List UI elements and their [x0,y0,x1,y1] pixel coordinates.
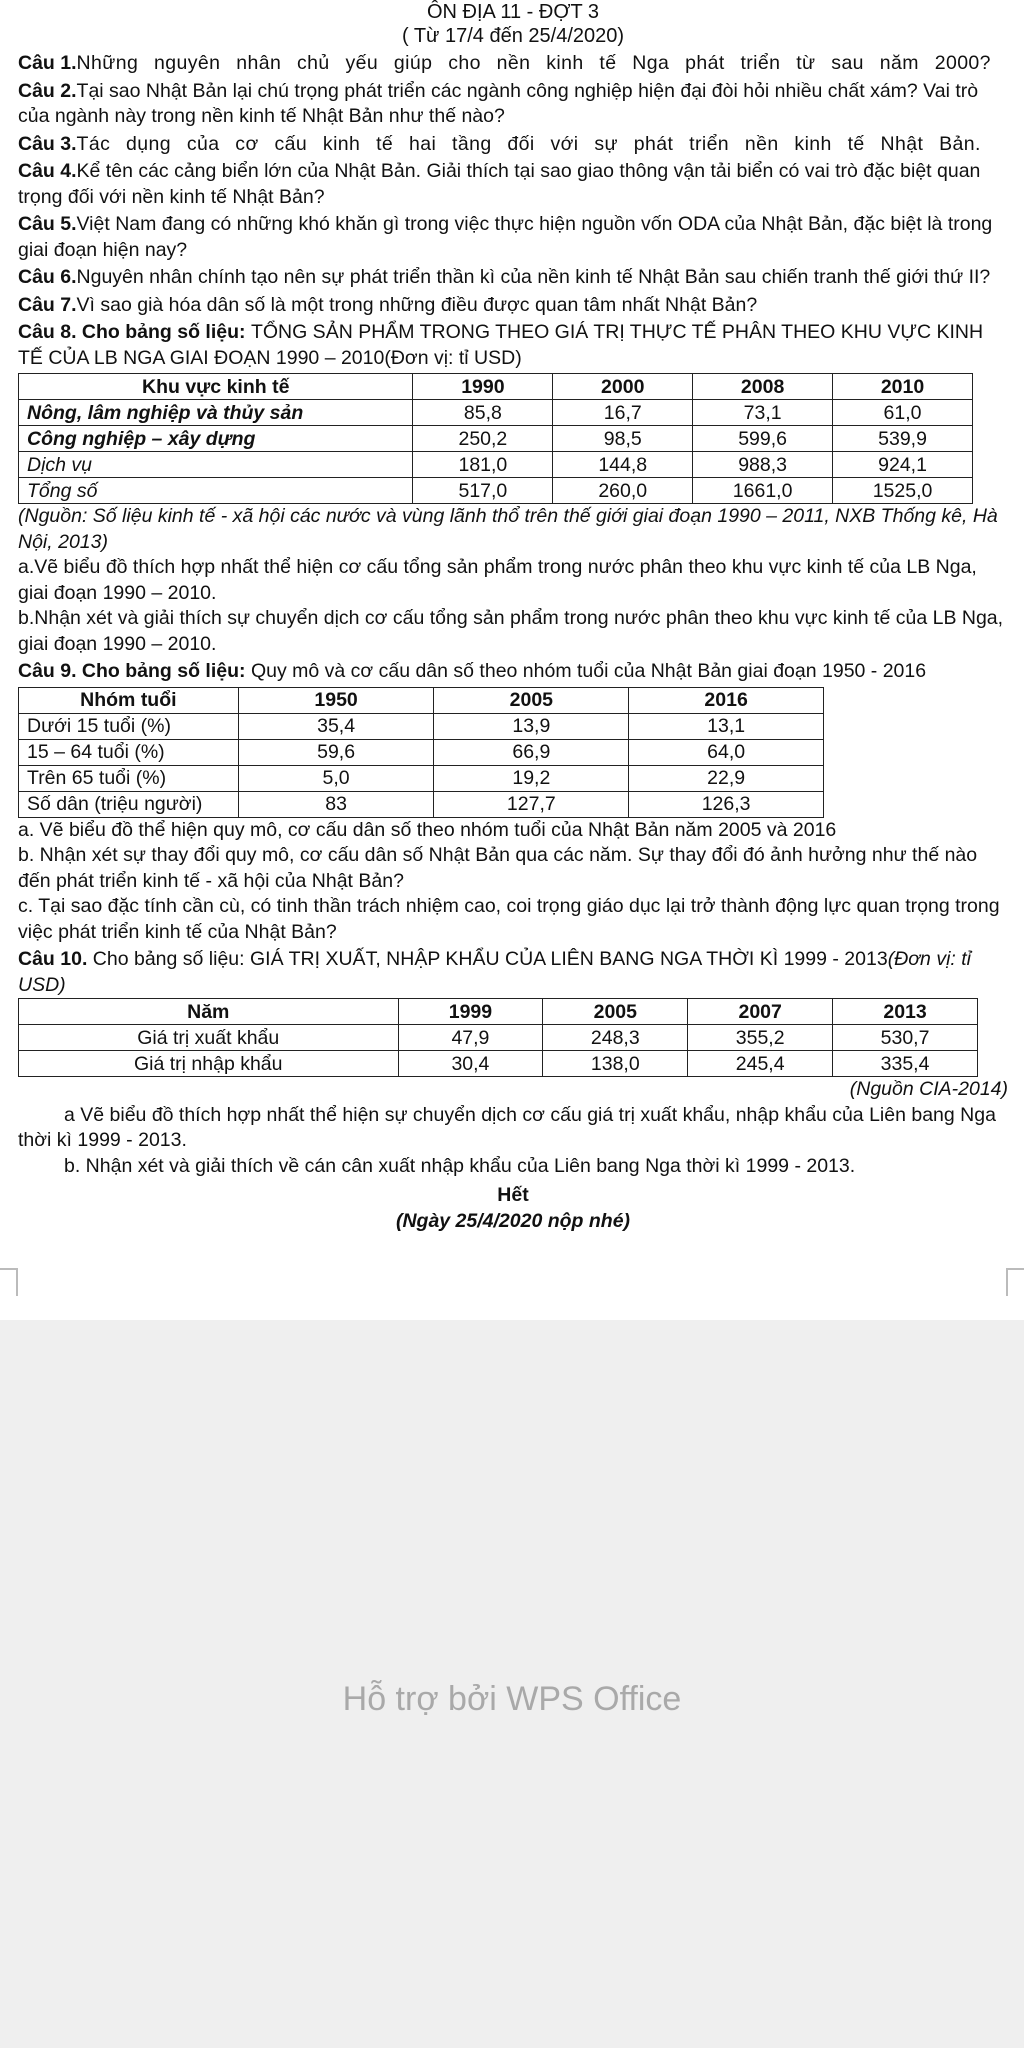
table-row: Công nghiệp – xây dựng 250,2 98,5 599,6 539,9 [19,426,973,452]
deadline-text: (Ngày 25/4/2020 nộp nhé) [395,1209,631,1232]
question-10-heading: Câu 10. Cho bảng số liệu: GIÁ TRỊ XUẤT, NHẬP KHẨU CỦA LIÊN BANG NGA THỜI KÌ 1999 - 2013(Đơn vị: tỉ USD) [18,948,971,996]
question-5: Câu 5.Việt Nam đang có những khó khăn gì trong việc thực hiện nguồn vốn ODA của Nhật Bản, đặc biệt là trong giai đoạn hiện nay? [18,213,993,261]
export-import-table [18,998,978,1077]
page-corner-mark [1006,1268,1024,1296]
table-row: Trên 65 tuổi (%) 5,0 19,2 22,9 [19,765,824,791]
table-row: Nông, lâm nghiệp và thủy sản 85,8 16,7 73,1 61,0 [19,400,973,426]
document-title: ÔN ĐỊA 11 - ĐỢT 3 [426,1,599,23]
end-text: Hết [497,1184,529,1206]
population-age-table [18,687,824,818]
document-page [18,0,1008,1234]
table-row: 15 – 64 tuổi (%) 59,6 66,9 64,0 [19,739,824,765]
table-header-row: Nhóm tuổi 1950 2005 2016 [19,687,824,713]
gdp-sector-table [18,373,973,504]
question-7: Câu 7.Vì sao già hóa dân số là một trong những điều được quan tâm nhất Nhật Bản? [18,293,758,316]
table-header-row: Khu vực kinh tế 1990 2000 2008 2010 [19,374,973,400]
question-8-part-a: a.Vẽ biểu đồ thích hợp nhất thể hiện cơ cấu tổng sản phẩm trong nước phân theo khu vực kinh tế của LB Nga, giai đoạn 1990 – 2010. [18,556,977,604]
table-header-row: Năm 1999 2005 2007 2013 [19,999,978,1025]
question-4: Câu 4.Kể tên các cảng biển lớn của Nhật Bản. Giải thích tại sao giao thông vận tải biển có vai trò đặc biệt quan trọng đối với nền kinh tế Nhật Bản? [18,160,981,208]
page-corner-mark [0,1268,18,1296]
question-3: Câu 3.Tác dụng của cơ cấu kinh tế hai tầng đối với sự phát triển nền kinh tế Nhật Bản. [18,132,981,155]
table-row: Dịch vụ 181,0 144,8 988,3 924,1 [19,452,973,478]
question-9-part-c: c. Tại sao đặc tính cần cù, có tinh thần trách nhiệm cao, coi trọng giáo dục lại trở thành động lực quan trọng trong việc phát triển kinh tế của Nhật Bản? [18,895,1000,943]
table-row: Số dân (triệu người) 83 127,7 126,3 [19,791,824,817]
question-9-part-a: a. Vẽ biểu đồ thể hiện quy mô, cơ cấu dân số theo nhóm tuổi của Nhật Bản năm 2005 và 2016 [18,818,837,841]
wps-office-branding: Hỗ trợ bởi WPS Office [342,1680,682,1718]
question-8-part-b: b.Nhận xét và giải thích sự chuyển dịch cơ cấu tổng sản phẩm trong nước phân theo khu vực kinh tế của LB Nga, giai đoạn 1990 – 2010. [18,607,1004,655]
question-10-part-b: b. Nhận xét và giải thích về cán cân xuất nhập khẩu của Liên bang Nga thời kì 1999 - 2013. [64,1154,856,1177]
table-row: Giá trị xuất khẩu 47,9 248,3 355,2 530,7 [19,1025,978,1051]
document-subtitle: ( Từ 17/4 đến 25/4/2020) [401,25,625,47]
table-source: (Nguồn CIA-2014) [849,1078,1008,1100]
question-8-heading: Câu 8. Cho bảng số liệu: TỔNG SẢN PHẨM TRONG THEO GIÁ TRỊ THỰC TẾ PHÂN THEO KHU VỰC KINH TẾ CỦA LB NGA GIAI ĐOẠN 1990 – 2010(Đơn vị: tỉ USD) [18,321,984,369]
question-9-part-b: b. Nhận xét sự thay đổi quy mô, cơ cấu dân số Nhật Bản qua các năm. Sự thay đổi đó ảnh hưởng như thế nào đến phát triển kinh tế - xã hội của Nhật Bản? [18,844,978,892]
question-9-heading: Câu 9. Cho bảng số liệu: Quy mô và cơ cấu dân số theo nhóm tuổi của Nhật Bản giai đoạn 1950 - 2016 [18,660,927,682]
table-row: Giá trị nhập khẩu 30,4 138,0 245,4 335,4 [19,1051,978,1077]
table-source: (Nguồn: Số liệu kinh tế - xã hội các nước và vùng lãnh thổ trên thế giới giai đoạn 1990 – 2011, NXB Thống kê, Hà Nội, 2013) [18,505,998,553]
question-6: Câu 6.Nguyên nhân chính tạo nên sự phát triển thần kì của nền kinh tế Nhật Bản sau chiến tranh thế giới thứ II? [18,266,991,288]
viewer-footer [0,1320,1024,2048]
table-row: Tổng số 517,0 260,0 1661,0 1525,0 [19,478,973,504]
table-row: Dưới 15 tuổi (%) 35,4 13,9 13,1 [19,713,824,739]
question-1: Câu 1.Những nguyên nhân chủ yếu giúp cho nền kinh tế Nga phát triển từ sau năm 2000? [18,52,991,74]
question-10-part-a: a Vẽ biểu đồ thích hợp nhất thể hiện sự chuyển dịch cơ cấu giá trị xuất khẩu, nhập khẩu của Liên bang Nga thời kì 1999 - 2013. [18,1103,996,1151]
question-2: Câu 2.Tại sao Nhật Bản lại chú trọng phát triển các ngành công nghiệp hiện đại đòi hỏi nhiều chất xám? Vai trò của ngành này trong nền kinh tế Nhật Bản như thế nào? [18,79,979,127]
